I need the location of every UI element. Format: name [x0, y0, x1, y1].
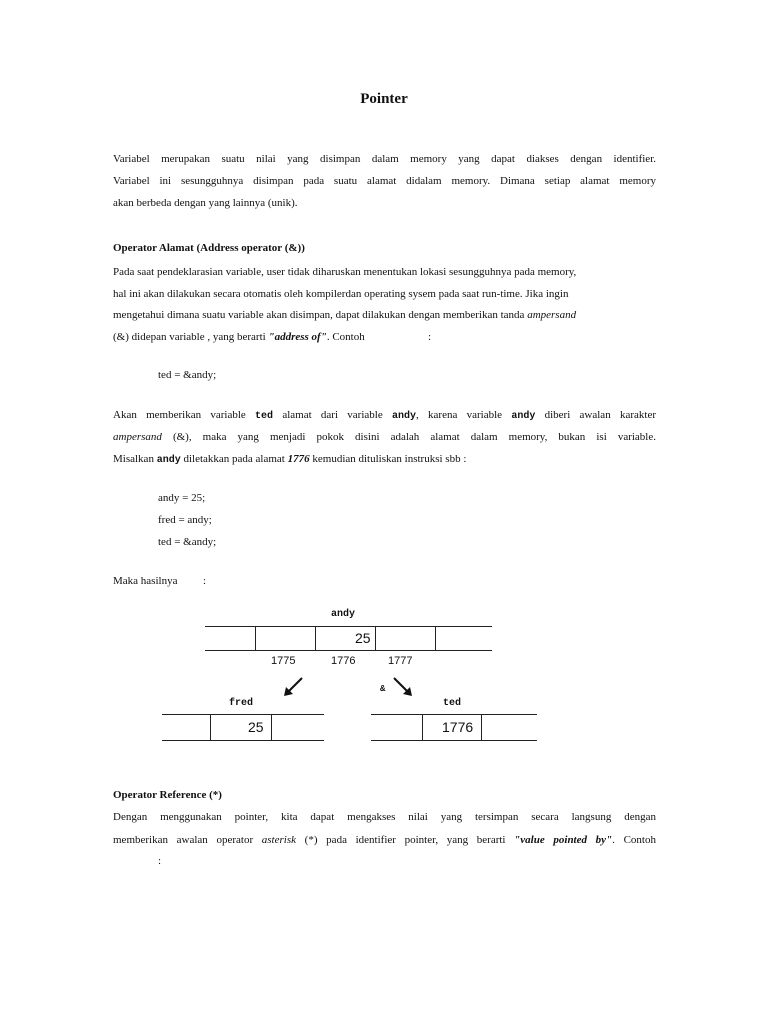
var-andy-2: andy: [511, 411, 536, 422]
section-heading-address-operator: Operator Alamat (Address operator (&)): [113, 242, 305, 254]
value-pointed-by-term: "value pointed by": [514, 834, 613, 846]
ted-row-bottom: [371, 740, 537, 741]
fred-cell-divider-1: [210, 714, 211, 740]
andy-cell-divider-2: [315, 626, 316, 650]
para2-line-1: [113, 404, 656, 428]
fred-label: fred: [229, 698, 254, 709]
ted-row-top: [371, 714, 537, 715]
memory-diagram: [0, 600, 768, 750]
fred-cell-divider-2: [271, 714, 272, 740]
result-colon: :: [203, 575, 207, 587]
ampersand-term: ampersand: [527, 309, 577, 321]
code-andy-assign: andy = 25;: [158, 492, 206, 504]
para2-line-3: [113, 448, 466, 472]
var-ted: ted: [255, 411, 274, 422]
page-title: Pointer: [360, 91, 408, 107]
andy-cell-divider-1: [255, 626, 256, 650]
para2-text-e: , karena variable: [416, 409, 512, 421]
intro-line-2: Variabel ini sesungguhnya disimpan pada suatu alamat didalam memory. Dimana setiap alamat memory: [113, 175, 656, 187]
ted-label: ted: [443, 698, 462, 709]
para2-text-a: Akan memberikan variable: [113, 409, 256, 421]
fred-cell-value: 25: [248, 719, 264, 735]
ampersand-term-2: ampersand: [113, 431, 162, 443]
section2-line-1: Dengan menggunakan pointer, kita dapat mengakses nilai yang tersimpan secara langsung dengan: [113, 811, 656, 823]
fred-row-top: [162, 714, 324, 715]
address-of-term: "address of": [268, 331, 327, 343]
section2-line-2: [113, 829, 656, 851]
code-ted-assign: ted = &andy;: [158, 369, 217, 381]
ted-cell-divider-2: [481, 714, 482, 740]
intro-line-1: Variabel merupakan suatu nilai yang disimpan dalam memory yang dapat diakses dengan identifier.: [113, 153, 656, 165]
address-label-1775: 1775: [271, 655, 296, 667]
section-heading-operator-reference: Operator Reference (*): [113, 789, 222, 801]
para2-line-3-e: kemudian dituliskan instruksi sbb :: [309, 453, 467, 465]
para2-line-3-c: diletakkan pada alamat: [180, 453, 288, 465]
section2-line-2-a: memberikan awalan operator: [113, 834, 262, 846]
andy-cell-divider-4: [435, 626, 436, 650]
para2-line-2-text: (&), maka yang menjadi pokok disini adalah alamat dalam memory, bukan isi variable.: [161, 431, 656, 443]
section2-line-2-c: (*) pada identifier pointer, yang berarti: [296, 834, 515, 846]
andy-row-top: [205, 626, 492, 627]
section1-line-4-text: (&) didepan variable , yang berarti: [113, 331, 269, 343]
section1-line-3: [113, 304, 576, 326]
section1-line-4-colon: :: [428, 331, 432, 343]
section1-line-1: Pada saat pendeklarasian variable, user tidak diharuskan menentukan lokasi sesungguhnya pada memory,: [113, 266, 577, 278]
arrow-down-left-icon: [280, 674, 308, 700]
para2-line-3-a: Misalkan: [113, 453, 157, 465]
para2-text-c: alamat dari variable: [273, 409, 392, 421]
section1-line-3-text: mengetahui dimana suatu variable akan disimpan, dapat dilakukan dengan memberikan tanda: [113, 309, 528, 321]
intro-line-3: akan berbeda dengan yang lainnya (unik).: [113, 197, 298, 209]
section2-line-3-colon: :: [158, 855, 162, 867]
andy-cell-divider-3: [375, 626, 376, 650]
code-fred-assign: fred = andy;: [158, 514, 212, 526]
section1-line-4: [113, 326, 365, 348]
var-andy: andy: [392, 411, 417, 422]
address-1776: 1776: [287, 453, 310, 465]
code-ted-assign-2: ted = &andy;: [158, 536, 217, 548]
para2-line-2: [113, 426, 656, 448]
address-label-1776: 1776: [331, 655, 356, 667]
andy-cell-value: 25: [355, 630, 371, 646]
ampersand-label: &: [380, 684, 386, 694]
para2-text-g: diberi awalan karakter: [535, 409, 656, 421]
andy-label: andy: [331, 609, 356, 620]
section1-line-2: hal ini akan dilakukan secara otomatis oleh kompilerdan operating sysem pada saat run-time. Jika ingin: [113, 288, 569, 300]
section2-line-2-e: . Contoh: [612, 834, 656, 846]
section1-line-4-contoh: . Contoh: [326, 331, 365, 343]
asterisk-term: asterisk: [261, 834, 297, 846]
result-label: Maka hasilnya: [113, 575, 178, 587]
ted-cell-divider-1: [422, 714, 423, 740]
address-label-1777: 1777: [388, 655, 413, 667]
fred-row-bottom: [162, 740, 324, 741]
andy-row-bottom: [205, 650, 492, 651]
arrow-down-right-icon: [390, 674, 418, 700]
ted-cell-value: 1776: [442, 719, 474, 735]
var-andy-3: andy: [156, 455, 181, 466]
